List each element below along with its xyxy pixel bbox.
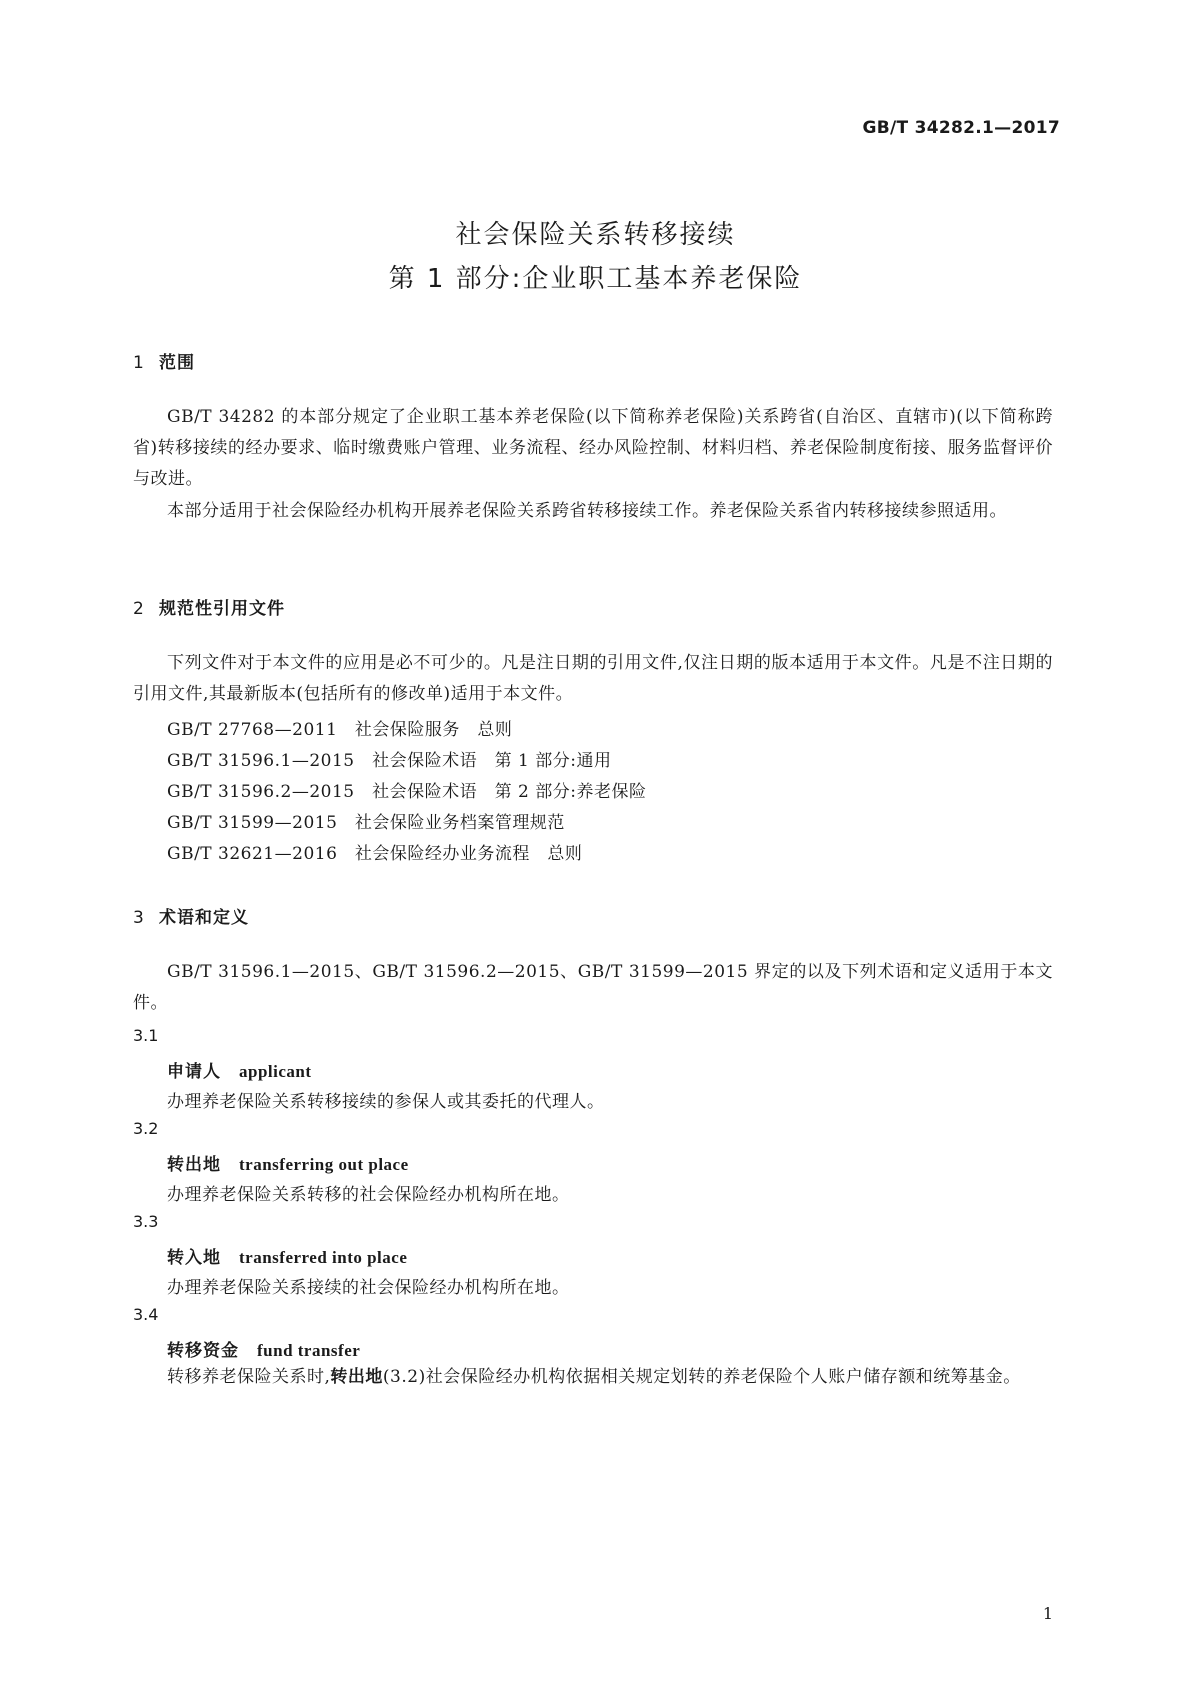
- term-number: 3.3: [133, 1212, 159, 1231]
- term-entry: [167, 1150, 409, 1175]
- paragraph: 本部分适用于社会保险经办机构开展养老保险关系跨省转移接续工作。养老保险关系省内转移接续参照适用。: [167, 501, 1007, 521]
- term-entry: [167, 1336, 360, 1361]
- term-definition: 办理养老保险关系转移接续的参保人或其委托的代理人。: [167, 1092, 605, 1112]
- term-zh: 转入地: [167, 1248, 221, 1268]
- term-number: 3.2: [133, 1119, 159, 1138]
- section-number: 2: [133, 599, 145, 619]
- reference-item: GB/T 31596.1—2015 社会保险术语 第 1 部分:通用: [167, 751, 612, 771]
- term-en: transferring out place: [239, 1155, 409, 1174]
- paragraph: GB/T 34282 的本部分规定了企业职工基本养老保险(以下简称养老保险)关系跨省(自治区、直辖市)(以下简称跨省)转移接续的经办要求、临时缴费账户管理、业务流程、经办风险控制、材料归档、养老保险制度衔接、服务监督评价与改进。: [133, 407, 1053, 489]
- page-number: 1: [1042, 1604, 1053, 1623]
- reference-item: GB/T 31599—2015 社会保险业务档案管理规范: [167, 813, 565, 833]
- section-heading-scope: [133, 348, 195, 373]
- term-zh: 申请人: [167, 1062, 221, 1082]
- reference-item: GB/T 31596.2—2015 社会保险术语 第 2 部分:养老保险: [167, 782, 647, 802]
- term-number: 3.1: [133, 1026, 159, 1045]
- term-definition: 办理养老保险关系接续的社会保险经办机构所在地。: [167, 1278, 570, 1298]
- document-title: 社会保险关系转移接续: [455, 220, 736, 250]
- section-number: 1: [133, 353, 145, 373]
- section-heading-normative-references: [133, 594, 285, 619]
- cross-reference-term: 转出地: [330, 1367, 383, 1387]
- section-number: 3: [133, 908, 145, 928]
- document-subtitle: 第 1 部分:企业职工基本养老保险: [388, 264, 803, 294]
- term-zh: 转移资金: [167, 1341, 239, 1361]
- term-zh: 转出地: [167, 1155, 221, 1175]
- section-title: 范围: [159, 353, 195, 373]
- standard-code: GB/T 34282.1—2017: [862, 118, 1060, 138]
- reference-item: GB/T 27768—2011 社会保险服务 总则: [167, 720, 513, 740]
- definition-text: 转移养老保险关系时,: [167, 1367, 331, 1387]
- term-definition: 办理养老保险关系转移的社会保险经办机构所在地。: [167, 1185, 570, 1205]
- reference-item: GB/T 32621—2016 社会保险经办业务流程 总则: [167, 844, 583, 864]
- term-definition: [133, 1362, 1053, 1393]
- term-entry: [167, 1057, 312, 1082]
- section-title: 规范性引用文件: [159, 599, 285, 619]
- paragraph: GB/T 31596.1—2015、GB/T 31596.2—2015、GB/T 31599—2015 界定的以及下列术语和定义适用于本文件。: [133, 962, 1053, 1013]
- term-en: fund transfer: [257, 1341, 361, 1360]
- paragraph: 下列文件对于本文件的应用是必不可少的。凡是注日期的引用文件,仅注日期的版本适用于本文件。凡是不注日期的引用文件,其最新版本(包括所有的修改单)适用于本文件。: [133, 653, 1053, 704]
- term-entry: [167, 1243, 407, 1268]
- term-number: 3.4: [133, 1305, 159, 1324]
- term-en: applicant: [239, 1062, 312, 1081]
- section-heading-terms-definitions: [133, 903, 249, 928]
- section-title: 术语和定义: [159, 908, 249, 928]
- term-en: transferred into place: [239, 1248, 408, 1267]
- definition-text: (3.2)社会保险经办机构依据相关规定划转的养老保险个人账户储存额和统筹基金。: [382, 1367, 1021, 1387]
